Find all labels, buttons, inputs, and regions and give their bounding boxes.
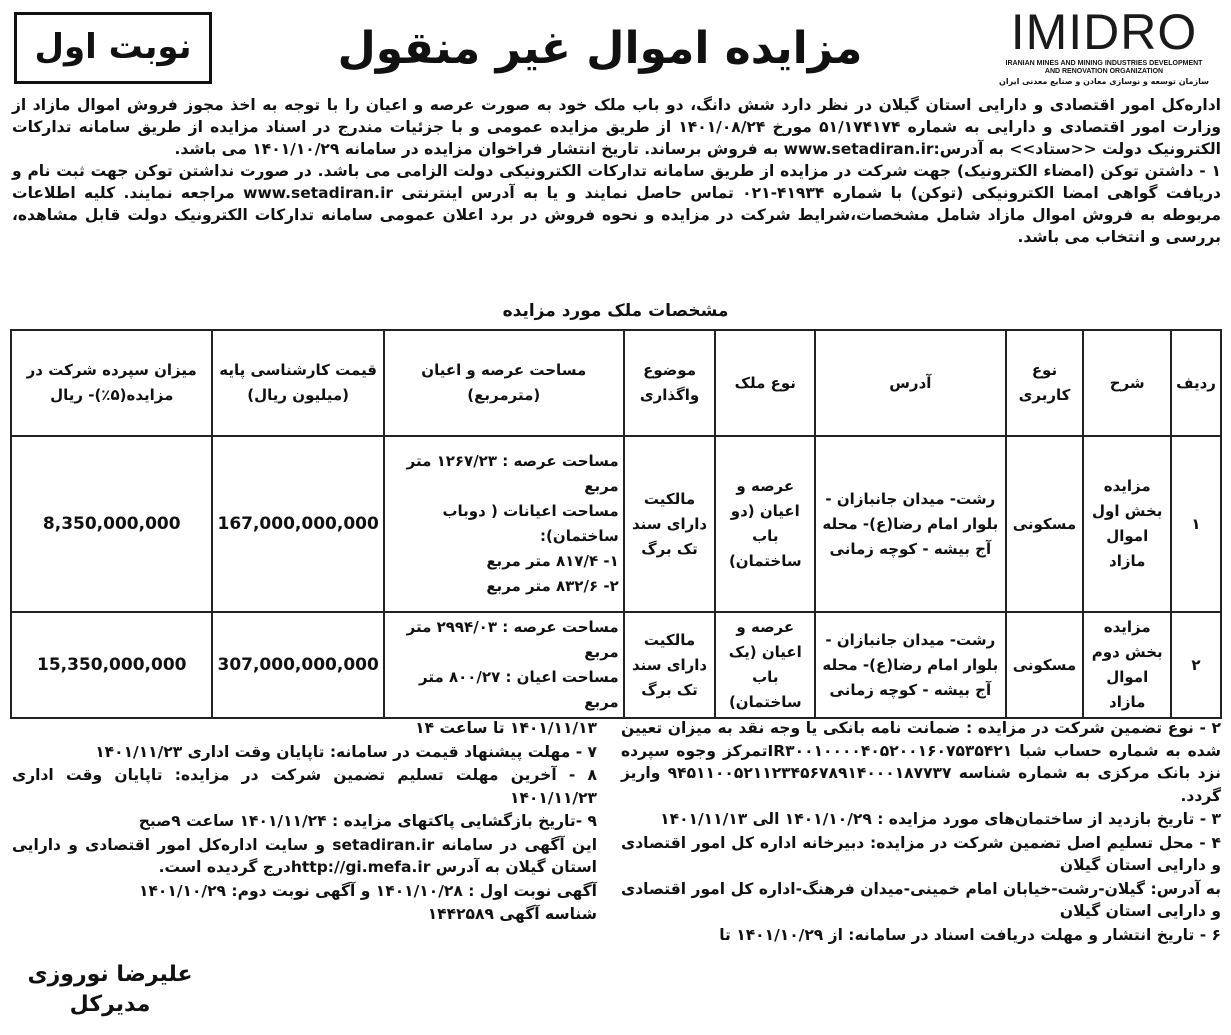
- area-line-1: مساحت عرصه : ۱۲۶۷/۲۳ متر مربع: [406, 452, 619, 495]
- condition-item: آگهی نوبت اول : ۱۴۰۱/۱۰/۲۸ و آگهی نوبت دوم: ۱۴۰۱/۱۰/۲۹: [139, 881, 597, 900]
- logo-persian-name: سازمان توسعه و نوسازی معادن و صنایع معدنی ایران: [999, 77, 1209, 86]
- condition-item: ۲ - نوع تضمین شرکت در مزایده : ضمانت نامه بانکی یا وجه نقد به میزان تعیین شده به شماره حساب شبا IR۳۰۰۱۰۰۰۰۴۰۵۲۰۰۱۶۰۷۵۳۵۴۲۱تمرکز وجوه سپرده نزد بانک مرکزی به شماره شناسه ۹۴۵۱۱۰۰۵۲۱۱۲۳۴۵۶۷۸۹۱۴۰۰۰۱۸۷۷۳۷ واریز گردد.: [621, 719, 1222, 805]
- header-base-price: قیمت کارشناسی پایه (میلیون ریال): [212, 330, 383, 436]
- cell-base-price: 307,000,000,000: [212, 612, 383, 718]
- logo-english-line-1: IRANIAN MINES AND MINING INDUSTRIES DEVELOPMENT: [1005, 60, 1203, 67]
- table-row: [11, 436, 1221, 612]
- signatory-name: علیرضا نوروزی: [27, 962, 193, 987]
- cell-deposit: 15,350,000,000: [11, 612, 212, 718]
- condition-item: این آگهی در سامانه setadiran.ir و سایت اداره‌کل امور اقتصادی و دارایی استان گیلان به آدرس http://gi.mefa.irدرج گردیده است.: [12, 835, 598, 876]
- imidro-logo: [999, 4, 1209, 88]
- area-line-4: ۲- ۸۳۲/۶ متر مربع: [486, 577, 619, 595]
- condition-item: شناسه آگهی ۱۴۴۲۵۸۹: [427, 905, 597, 923]
- header-row-number: ردیف: [1171, 330, 1221, 436]
- cell-area: [384, 436, 624, 612]
- condition-item: ۴ - محل تسلیم اصل تضمین شرکت در مزایده: دبیرخانه اداره کل امور اقتصادی و دارایی استان گیلان: [621, 833, 1221, 874]
- logo-english-line-2: AND RENOVATION ORGANIZATION: [1044, 68, 1164, 75]
- cell-description: مزایده بخش اول اموال مازاد: [1083, 436, 1171, 612]
- header-usage: نوع کاربری: [1006, 330, 1084, 436]
- cell-transfer-subject: مالکیت دارای سند تک برگ: [624, 436, 716, 612]
- conditions-left-column: [12, 717, 597, 927]
- round-badge: نوبت اول: [14, 12, 212, 84]
- cell-row-number: ۱: [1171, 436, 1221, 612]
- table-heading: مشخصات ملک مورد مزایده: [502, 301, 729, 321]
- condition-item: ۱۴۰۱/۱۱/۱۳ تا ساعت ۱۴: [415, 719, 597, 737]
- table-row: [11, 612, 1221, 718]
- intro-paragraph-1: اداره‌کل امور اقتصادی و دارایی استان گیلان در نظر دارد شش دانگ، دو باب ملک خود به صورت عرصه و اعیان را با توجه به اخذ مجوز فروش اموال مازاد از وزارت امور اقتصادی و دارایی به شماره ۵۱/۱۷۴۱۷۴ مورخ ۱۴۰۱/۰۸/۲۴ از طریق مزایده عمومی و با جزئیات مندرج در اسناد مزایده از طریق سامانه تدارکات الکترونیک دولت <<ستاد>> به آدرس:www.setadiran.ir به فروش برساند. تاریخ انتشار فراخوان مزایده در سامانه ۱۴۰۱/۱۰/۲۹ می باشد.: [12, 96, 1222, 158]
- intro-text: [12, 94, 1221, 248]
- area-line-3: ۱- ۸۱۷/۴ متر مربع: [486, 552, 619, 570]
- header-address: آدرس: [815, 330, 1005, 436]
- condition-item: به آدرس: گیلان-رشت-خیابان امام خمینی-میدان فرهنگ-اداره کل امور اقتصادی و دارایی استان گیلان: [621, 879, 1221, 920]
- logo-mark: IMIDRO: [1010, 4, 1198, 60]
- cell-usage: مسکونی: [1006, 436, 1084, 612]
- condition-item: ۹ -تاریخ بازگشایی پاکتهای مزایده : ۱۴۰۱/۱۱/۲۴ ساعت ۹صبح: [138, 812, 597, 830]
- area-line-2: مساحت اعیان : ۸۰۰/۲۷ متر مربع: [419, 668, 619, 711]
- cell-base-price: 167,000,000,000: [212, 436, 383, 612]
- cell-area: [384, 612, 624, 718]
- cell-property-type: عرصه و اعیان (دو باب ساختمان): [715, 436, 815, 612]
- cell-description: مزایده بخش دوم اموال مازاد: [1083, 612, 1171, 718]
- condition-item: ۳ - تاریخ بازدید از ساختمان‌های مورد مزایده : ۱۴۰۱/۱۰/۲۹ الی ۱۴۰۱/۱۱/۱۳: [660, 810, 1221, 828]
- header-property-type: نوع ملک: [715, 330, 815, 436]
- header-transfer-subject: موضوع واگذاری: [624, 330, 716, 436]
- area-line-1: مساحت عرصه : ۲۹۹۴/۰۳ متر مربع: [406, 618, 619, 661]
- header-area: مساحت عرصه و اعیان (مترمربع): [384, 330, 624, 436]
- cell-deposit: 8,350,000,000: [11, 436, 212, 612]
- cell-address: رشت- میدان جانبازان - بلوار امام رضا(ع)- محله آج بیشه - کوچه زمانی: [815, 436, 1005, 612]
- header-deposit: میزان سپرده شرکت در مزایده(۵٪)- ریال: [11, 330, 212, 436]
- intro-paragraph-2: ۱ - داشتن توکن (امضاء الکترونیک) جهت شرکت در مزایده از طریق سامانه تدارکات الکترونیکی دولت الزامی می باشد. در صورت نداشتن توکن جهت ثبت نام و دریافت گواهی امضا الکترونیکی (توکن) با شماره ۴۱۹۳۴-۰۲۱ تماس حاصل نمایند و یا به آدرس اینترنتی www.setadiran.ir مراجعه نمایند. کلیه اطلاعات مربوطه به فروش اموال مازاد شامل مشخصات،شرایط شرکت در مزایده و نحوه فروش در برد اعلان عمومی سامانه تدارکات الکترونیک دولت قابل مشاهده، بررسی و انتخاب می باشد.: [12, 162, 1221, 246]
- cell-address: رشت- میدان جانبازان - بلوار امام رضا(ع)- محله آج بیشه - کوچه زمانی: [815, 612, 1005, 718]
- condition-item: ۶ - تاریخ انتشار و مهلت دریافت اسناد در سامانه: از ۱۴۰۱/۱۰/۲۹ تا: [719, 925, 1221, 944]
- cell-usage: مسکونی: [1006, 612, 1084, 718]
- header-description: شرح: [1083, 330, 1171, 436]
- conditions-right-column: [621, 717, 1221, 947]
- page-title: مزایده اموال غیر منقول: [337, 23, 863, 74]
- table-header-row: [11, 330, 1221, 436]
- cell-transfer-subject: مالکیت دارای سند تک برگ: [624, 612, 716, 718]
- cell-property-type: عرصه و اعیان (یک باب ساختمان): [715, 612, 815, 718]
- signature-block: [20, 960, 200, 1020]
- cell-row-number: ۲: [1171, 612, 1221, 718]
- condition-item: ۸ - آخرین مهلت تسلیم تضمین شرکت در مزایده: تاپایان وقت اداری ۱۴۰۱/۱۱/۲۳: [12, 766, 597, 807]
- area-line-2: مساحت اعیانات ( دوباب ساختمان):: [442, 502, 619, 545]
- property-table: [10, 329, 1222, 719]
- signatory-title: مدیرکل: [69, 992, 151, 1017]
- condition-item: ۷ - مهلت پیشنهاد قیمت در سامانه: تاپایان وقت اداری ۱۴۰۱/۱۱/۲۳: [95, 742, 597, 761]
